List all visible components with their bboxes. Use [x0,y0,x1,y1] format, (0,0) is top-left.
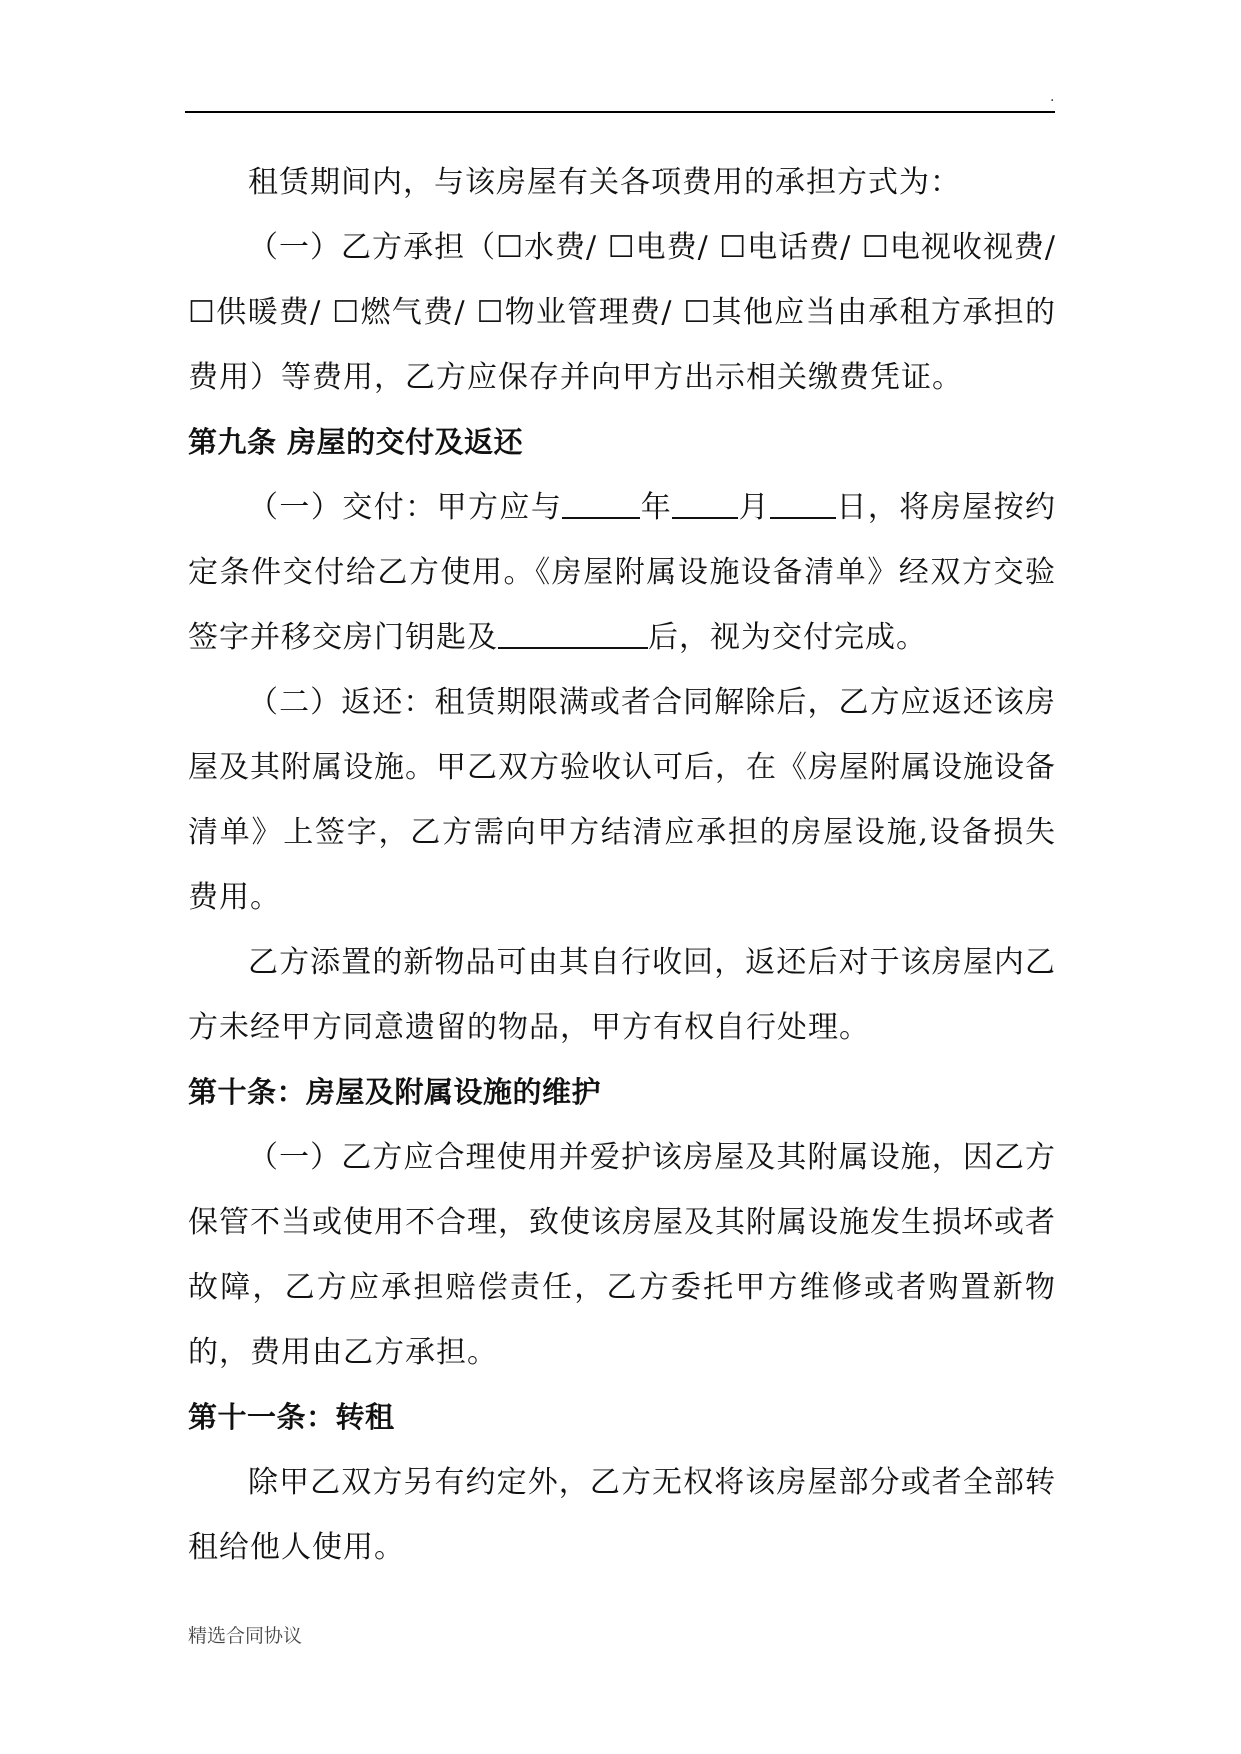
blank-month[interactable] [672,487,738,519]
delivery-text-day: 日，将房屋按约定条件交付给乙方使用。《房屋附属设施设备清单》经双方交验签字并移交房门钥匙及 [188,490,1057,655]
paragraph-sublease: 除甲乙双方另有约定外，乙方无权将该房屋部分或者全部转租给他人使用。 [188,1465,1056,1565]
paragraph-fees-list: （一）乙方承担（☐水费/ ☐电费/ ☐电话费/ ☐电视收视费/☐供暖费/ ☐燃气费/ ☐物业管理费/ ☐其他应当由承租方承担的费用）等费用，乙方应保存并向甲方出示相关缴费凭证。 [188,230,1056,395]
delivery-text-end: 后，视为交付完成。 [648,620,927,655]
paragraph-added-items: 乙方添置的新物品可由其自行收回，返还后对于该房屋内乙方未经甲方同意遗留的物品，甲方有权自行处理。 [188,945,1056,1045]
footer-label: 精选合同协议 [188,1625,303,1647]
delivery-text-year: 年 [640,490,673,525]
blank-day[interactable] [770,487,836,519]
heading-article-11: 第十一条：转租 [188,1400,395,1434]
paragraph-fees-intro: 租赁期间内，与该房屋有关各项费用的承担方式为： [248,165,961,200]
heading-article-10: 第十条：房屋及附属设施的维护 [188,1075,602,1109]
paragraph-maintenance: （一）乙方应合理使用并爱护该房屋及其附属设施，因乙方保管不当或使用不合理，致使该房屋及其附属设施发生损坏或者故障，乙方应承担赔偿责任，乙方委托甲方维修或者购置新物的，费用由乙方承担。 [188,1140,1056,1370]
paragraph-return: （二）返还：租赁期限满或者合同解除后，乙方应返还该房屋及其附属设施。甲乙双方验收认可后，在《房屋附属设施设备清单》上签字，乙方需向甲方结清应承担的房屋设施,设备损失费用。 [188,685,1056,915]
delivery-text-month: 月 [738,490,771,525]
paragraph-delivery [188,475,1056,670]
delivery-text-a: （一）交付：甲方应与 [248,490,563,525]
header-rule [185,111,1055,113]
blank-keys-and[interactable] [498,617,648,649]
heading-article-9: 第九条 房屋的交付及返还 [188,425,524,459]
document-body [188,150,1056,1580]
header-dot: . [1050,89,1055,105]
blank-year[interactable] [562,487,640,519]
